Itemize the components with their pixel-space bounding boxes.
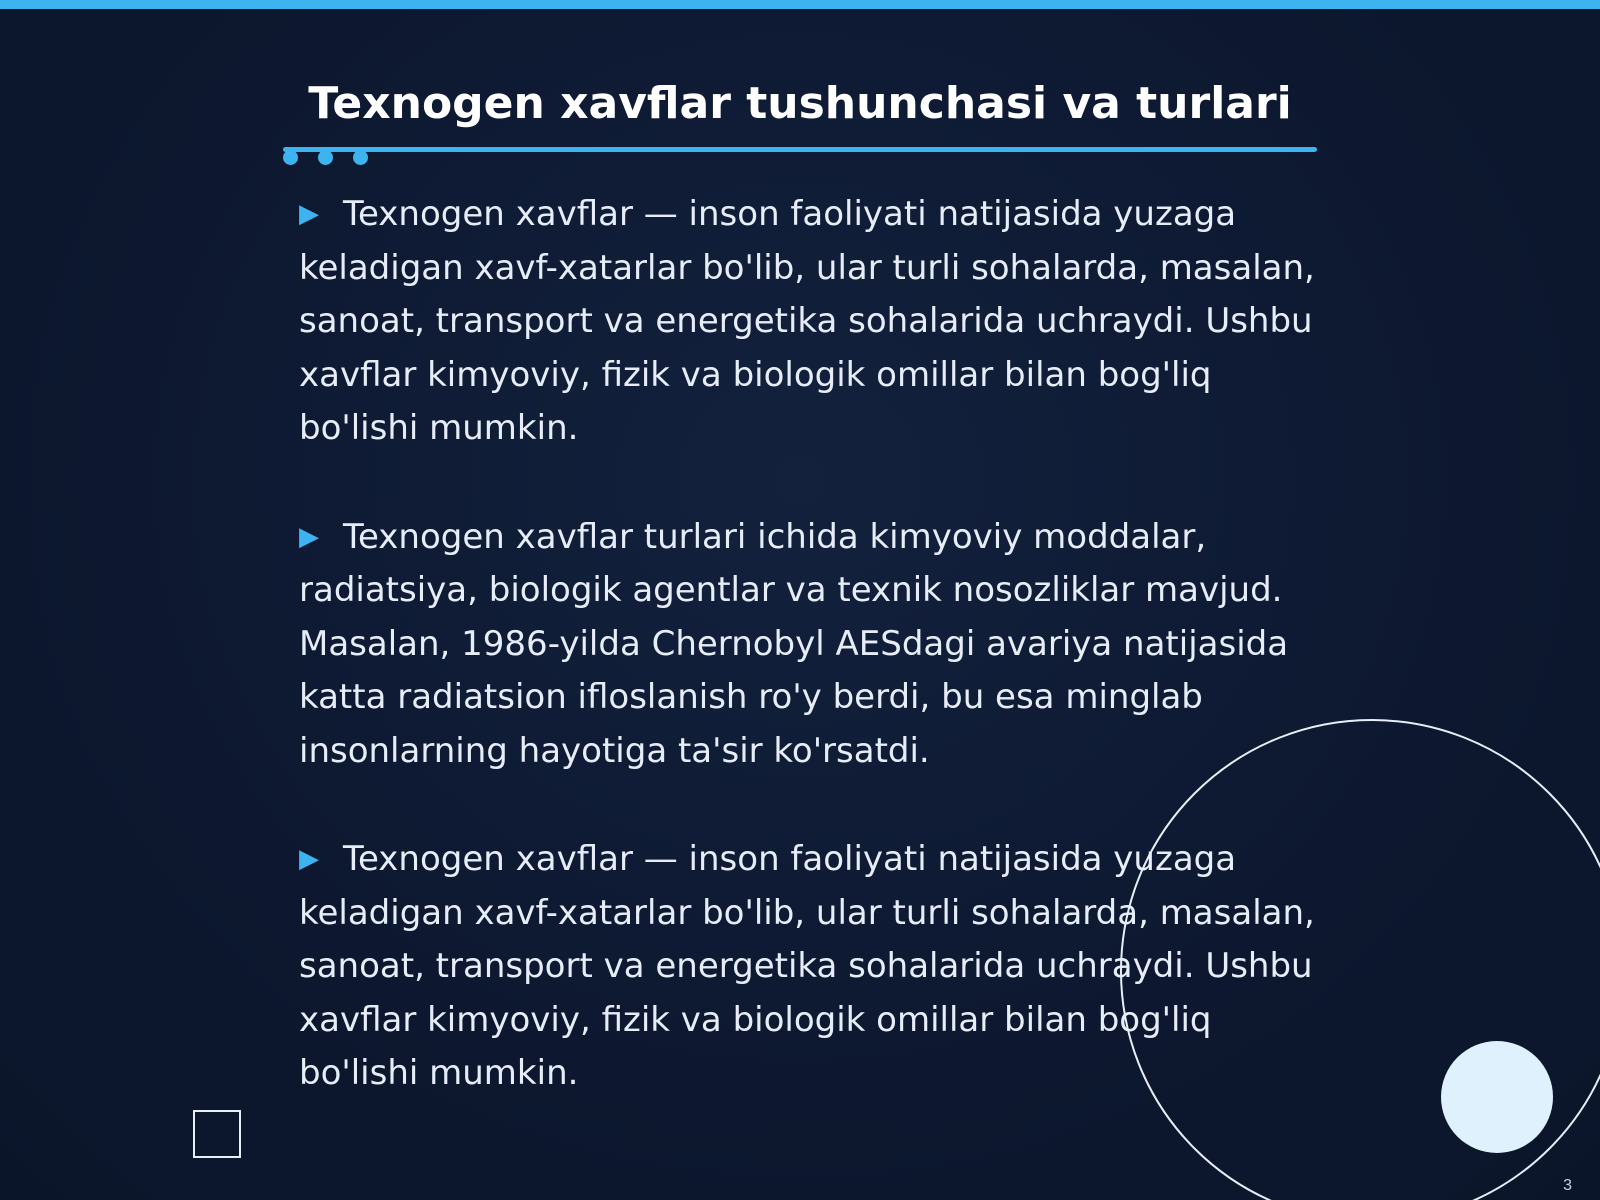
bullet-text: Texnogen xavflar — inson faoliyati natijasida yuzaga keladigan xavf-xatarlar bo'lib, ular turli sohalarda, masalan, sanoat, transport va energetika sohalarida uchraydi. Ushbu xavflar kimyoviy, fizik va biologik omillar bilan bog'liq bo'lishi mumkin. xyxy=(299,839,1315,1093)
page-number: 3 xyxy=(1563,1177,1572,1194)
decor-dot xyxy=(283,150,298,165)
bullet-text: Texnogen xavflar turlari ichida kimyoviy moddalar, radiatsiya, biologik agentlar va texnik nosozliklar mavjud. Masalan, 1986-yilda Chernobyl AESdagi avariya natijasida katta radiatsion ifloslanish ro'y berdi, bu esa minglab insonlarning hayotiga ta'sir ko'rsatdi. xyxy=(299,516,1289,771)
bullet-arrow-icon: ▶ xyxy=(299,199,319,229)
title-underline xyxy=(283,147,1317,152)
decor-dot xyxy=(353,150,368,165)
bullet-arrow-icon: ▶ xyxy=(299,844,319,874)
bullet-item xyxy=(299,833,1319,1101)
bullet-item xyxy=(299,511,1319,779)
bullet-list xyxy=(299,188,1319,1156)
bullet-arrow-icon: ▶ xyxy=(299,521,319,552)
decor-square xyxy=(193,1110,241,1158)
bullet-text: Texnogen xavflar — inson faoliyati natijasida yuzaga keladigan xavf-xatarlar bo'lib, ular turli sohalarda, masalan, sanoat, transport va energetika sohalarida uchraydi. Ushbu xavflar kimyoviy, fizik va biologik omillar bilan bog'liq bo'lishi mumkin. xyxy=(299,194,1315,448)
slide-title: Texnogen xavflar tushunchasi va turlari xyxy=(308,78,1292,129)
bullet-item xyxy=(299,188,1319,456)
decor-dot xyxy=(318,150,333,165)
top-accent-bar xyxy=(0,0,1600,9)
decor-circle-filled xyxy=(1441,1041,1553,1153)
